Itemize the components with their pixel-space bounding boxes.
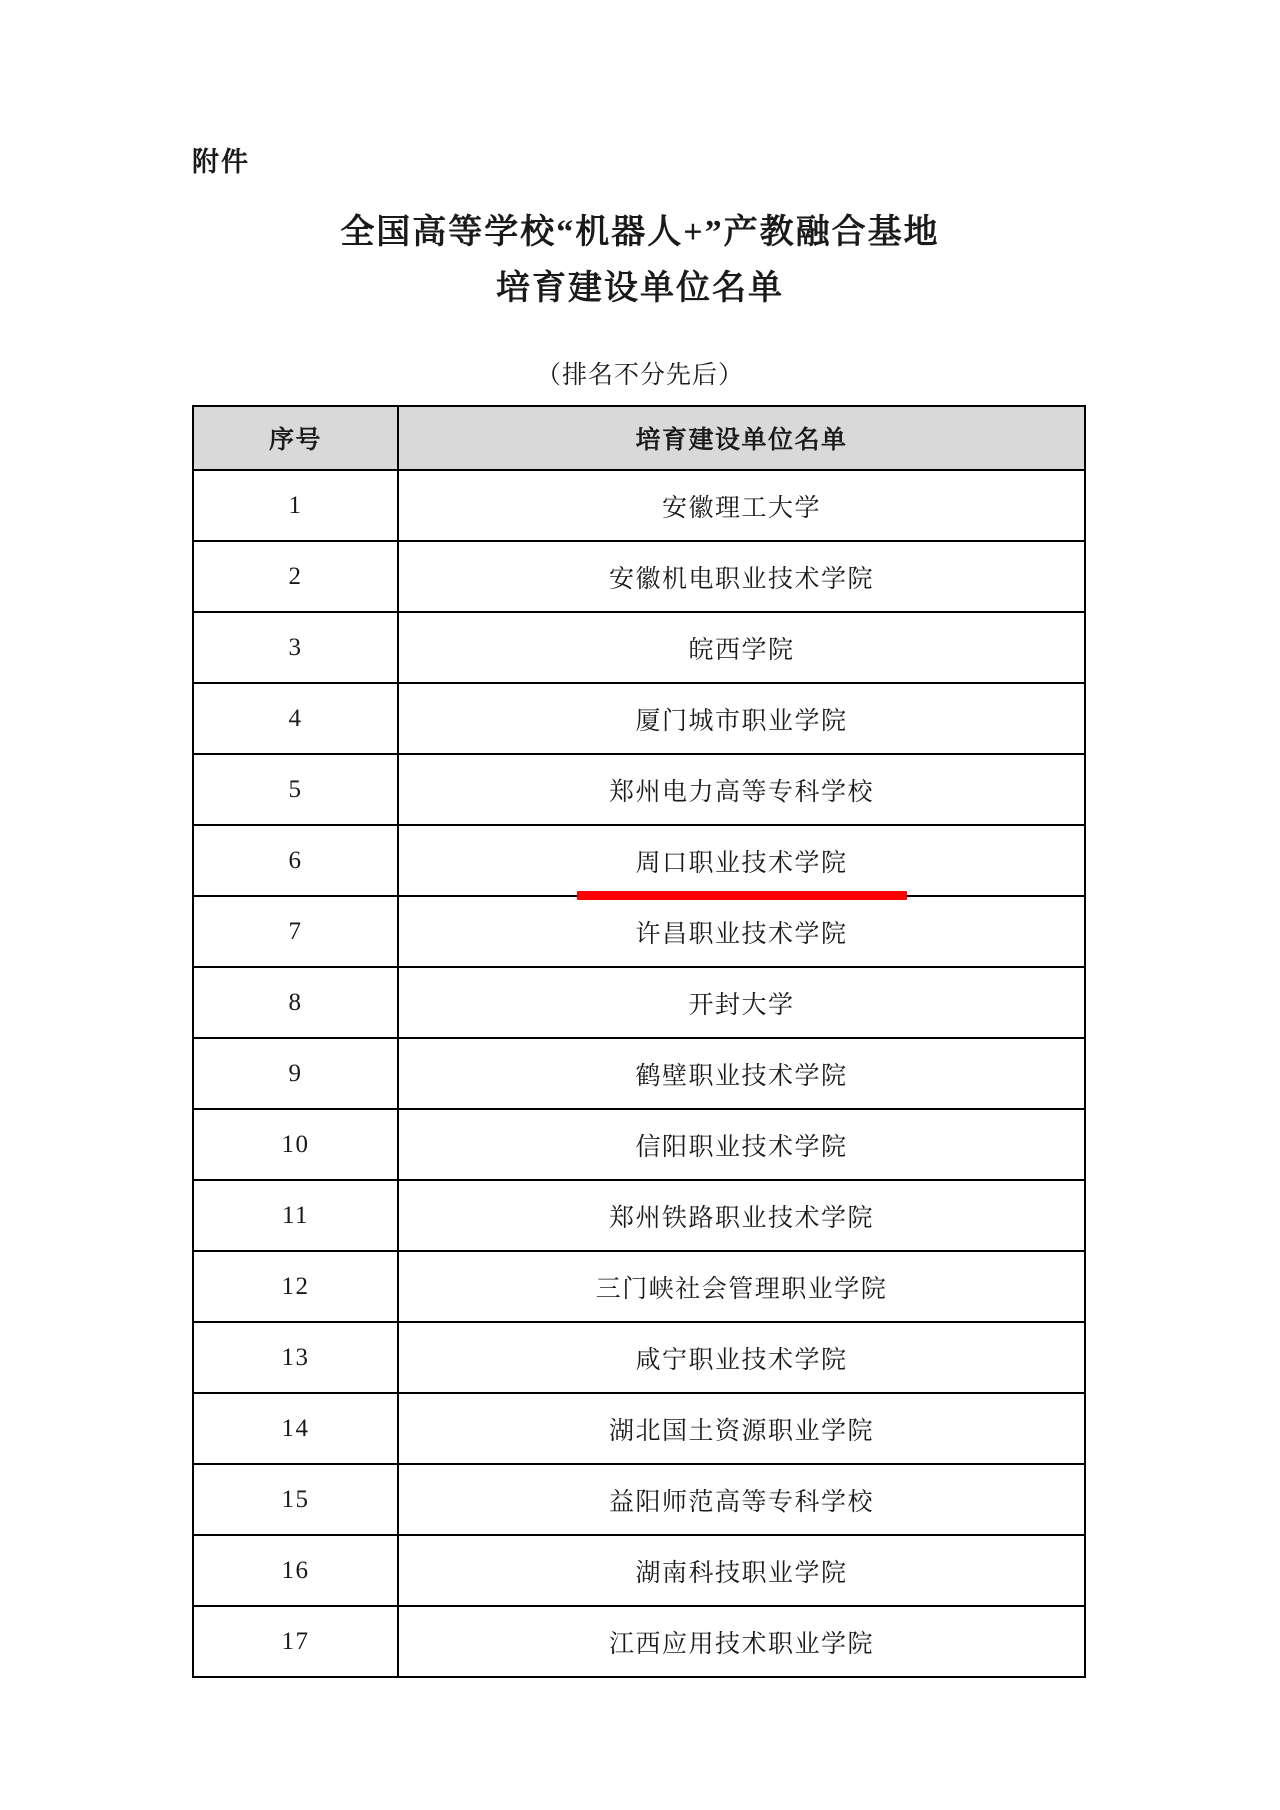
list-table-container <box>192 405 1084 1678</box>
document-title <box>0 205 1280 317</box>
table-row <box>193 1464 1085 1535</box>
table-row <box>193 1180 1085 1251</box>
row-index-cell: 10 <box>193 1109 398 1180</box>
table-header-row <box>193 406 1085 470</box>
row-index-cell: 9 <box>193 1038 398 1109</box>
row-unit-name-cell: 咸宁职业技术学院 <box>398 1322 1085 1393</box>
table-row <box>193 967 1085 1038</box>
table-header <box>193 406 1085 470</box>
row-index-cell: 2 <box>193 541 398 612</box>
row-index-cell: 8 <box>193 967 398 1038</box>
row-unit-name-cell: 周口职业技术学院 <box>398 825 1085 896</box>
list-table <box>192 405 1086 1678</box>
row-index-cell: 3 <box>193 612 398 683</box>
table-row <box>193 541 1085 612</box>
row-index-cell: 1 <box>193 470 398 541</box>
row-unit-name-cell: 湖北国土资源职业学院 <box>398 1393 1085 1464</box>
table-row <box>193 1606 1085 1677</box>
row-unit-name-cell: 安徽理工大学 <box>398 470 1085 541</box>
column-header-index: 序号 <box>193 406 398 470</box>
table-row <box>193 825 1085 896</box>
row-index-cell: 16 <box>193 1535 398 1606</box>
row-index-cell: 17 <box>193 1606 398 1677</box>
row-index-cell: 5 <box>193 754 398 825</box>
row-unit-name-cell: 厦门城市职业学院 <box>398 683 1085 754</box>
table-row <box>193 612 1085 683</box>
table-row <box>193 1535 1085 1606</box>
table-row <box>193 896 1085 967</box>
row-unit-name-cell: 皖西学院 <box>398 612 1085 683</box>
row-unit-name-cell: 江西应用技术职业学院 <box>398 1606 1085 1677</box>
row-unit-name-cell: 鹤壁职业技术学院 <box>398 1038 1085 1109</box>
row-unit-name-cell: 许昌职业技术学院 <box>398 896 1085 967</box>
table-row <box>193 683 1085 754</box>
row-index-cell: 15 <box>193 1464 398 1535</box>
row-unit-name-cell: 安徽机电职业技术学院 <box>398 541 1085 612</box>
title-line-2: 培育建设单位名单 <box>496 270 784 308</box>
attachment-label: 附件 <box>192 147 250 177</box>
row-index-cell: 7 <box>193 896 398 967</box>
table-row <box>193 1251 1085 1322</box>
row-index-cell: 14 <box>193 1393 398 1464</box>
table-row <box>193 1393 1085 1464</box>
row-index-cell: 6 <box>193 825 398 896</box>
row-index-cell: 11 <box>193 1180 398 1251</box>
row-unit-name-cell: 郑州铁路职业技术学院 <box>398 1180 1085 1251</box>
row-unit-name-cell: 三门峡社会管理职业学院 <box>398 1251 1085 1322</box>
table-row <box>193 470 1085 541</box>
table-body <box>193 470 1085 1677</box>
table-row <box>193 1109 1085 1180</box>
row-unit-name-cell: 湖南科技职业学院 <box>398 1535 1085 1606</box>
column-header-name: 培育建设单位名单 <box>398 406 1085 470</box>
table-row <box>193 754 1085 825</box>
row-index-cell: 4 <box>193 683 398 754</box>
table-row <box>193 1038 1085 1109</box>
table-row <box>193 1322 1085 1393</box>
title-subtitle: （排名不分先后） <box>535 362 744 389</box>
row-unit-name-cell: 郑州电力高等专科学校 <box>398 754 1085 825</box>
row-unit-name-cell: 开封大学 <box>398 967 1085 1038</box>
title-line-1: 全国高等学校“机器人+”产教融合基地 <box>340 214 940 251</box>
row-index-cell: 12 <box>193 1251 398 1322</box>
row-unit-name-cell: 益阳师范高等专科学校 <box>398 1464 1085 1535</box>
row-index-cell: 13 <box>193 1322 398 1393</box>
row-unit-name-cell: 信阳职业技术学院 <box>398 1109 1085 1180</box>
